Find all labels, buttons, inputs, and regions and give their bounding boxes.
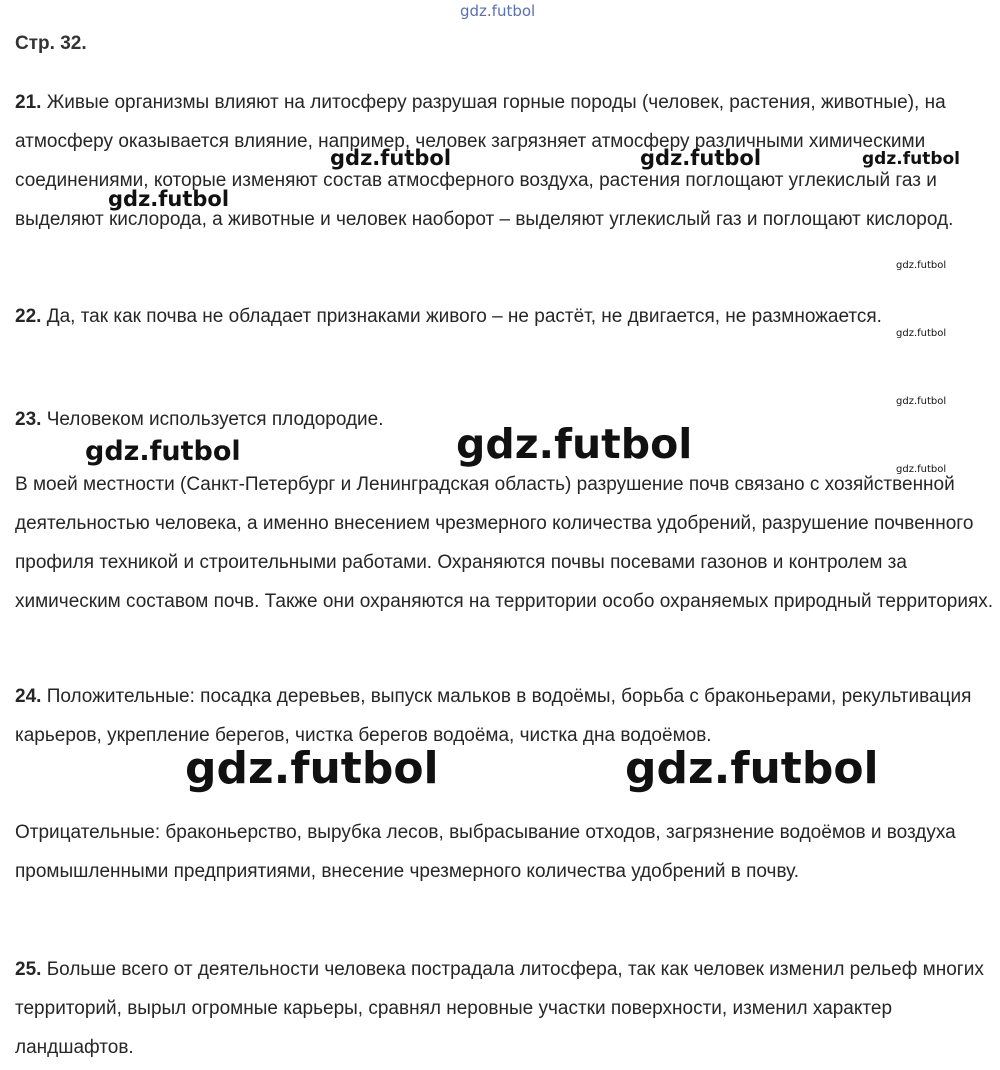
watermark: gdz.futbol: [185, 743, 439, 794]
watermark: gdz.futbol: [330, 146, 452, 170]
question-number: 21.: [15, 92, 42, 113]
answer-text: Больше всего от деятельности человека пострадала литосфера, так как человек изменил рельеф многих территорий, вырыл огромные карьеры, сравнял неровные участки поверхности, изменил характер ландшафтов.: [15, 959, 984, 1058]
watermark: gdz.futbol: [456, 420, 693, 468]
paragraph-25: [15, 950, 1000, 1067]
watermark: gdz.futbol: [460, 2, 536, 20]
watermark: gdz.futbol: [625, 743, 879, 794]
question-number: 23.: [15, 409, 42, 430]
watermark: gdz.futbol: [896, 260, 947, 271]
watermark: gdz.futbol: [862, 149, 960, 169]
watermark: gdz.futbol: [640, 146, 762, 170]
question-number: 22.: [15, 306, 42, 327]
question-number: 25.: [15, 959, 42, 980]
paragraph-24-negative: [15, 813, 1000, 891]
paragraph-21: [15, 83, 1000, 239]
paragraph-22: [15, 297, 1000, 336]
question-number: 24.: [15, 686, 42, 707]
watermark: gdz.futbol: [896, 464, 947, 475]
answer-text: В моей местности (Санкт-Петербург и Ленинградская область) разрушение почв связано с хозяйственной деятельностью человека, а именно внесением чрезмерного количества удобрений, разрушение почвенного профиля техникой и строительными работами. Охраняются почвы посевами газонов и контролем за химическим составом почв. Также они охраняются на территории особо охраняемых природный территориях.: [15, 474, 994, 612]
watermark: gdz.futbol: [896, 396, 947, 407]
answer-text: Положительные: посадка деревьев, выпуск мальков в водоёмы, борьба с браконьерами, рекультивация карьеров, укрепление берегов, чистка берегов водоёма, чистка дна водоёмов.: [15, 686, 972, 746]
answer-text: Да, так как почва не обладает признаками живого – не растёт, не двигается, не размножается.: [46, 306, 882, 327]
answer-text: Живые организмы влияют на литосферу разрушая горные породы (человек, растения, животные), на атмосферу оказывается влияние, например, человек загрязняет атмосферу различными химическими соединениями, которые изменяют состав атмосферного воздуха, растения поглощают углекислый газ и выделяют кислорода, а животные и человек наоборот – выделяют углекислый газ и поглощают кислород.: [15, 92, 954, 230]
paragraph-23-local: [15, 465, 1000, 621]
answer-text: Отрицательные: браконьерство, вырубка лесов, выбрасывание отходов, загрязнение водоёмов и воздуха промышленными предприятиями, внесение чрезмерного количества удобрений в почву.: [15, 822, 956, 882]
page-title: Стр. 32.: [15, 33, 87, 54]
watermark: gdz.futbol: [85, 436, 241, 467]
answer-text: Человеком используется плодородие.: [46, 409, 384, 430]
watermark: gdz.futbol: [108, 187, 230, 211]
watermark: gdz.futbol: [896, 328, 947, 339]
